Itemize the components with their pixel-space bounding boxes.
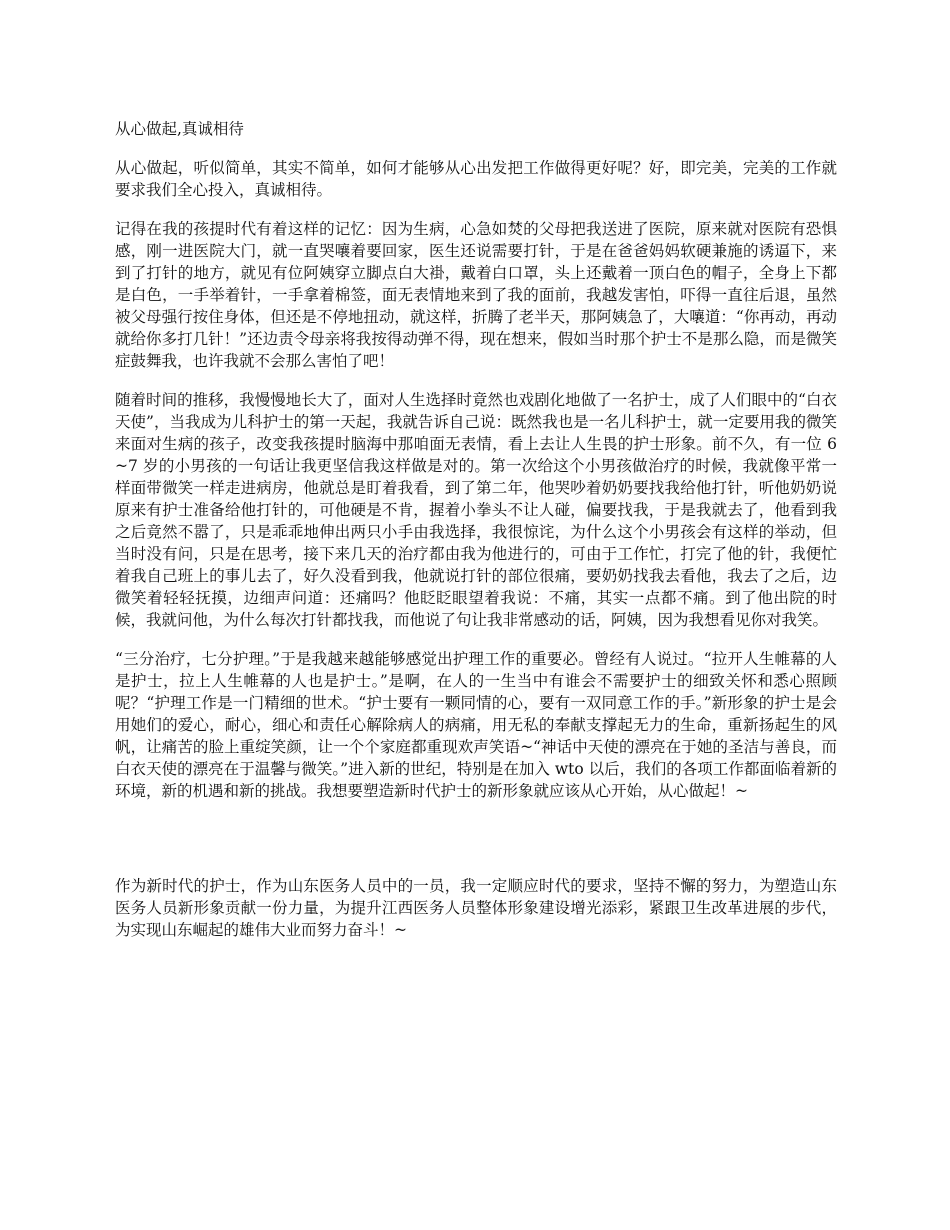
paragraph-intro: 从心做起，听似简单，其实不简单，如何才能够从心出发把工作做得更好呢？好，即完美，完美的工作就要求我们全心投入，真诚相待。 bbox=[115, 159, 837, 199]
blank-gap bbox=[115, 819, 837, 875]
paragraph-childhood-memory: 记得在我的孩提时代有着这样的记忆：因为生病，心急如焚的父母把我送进了医院，原来就对医院有恐惧感，刚一进医院大门，就一直哭嚷着要回家，医生还说需要打针，于是在爸爸妈妈软硬兼施的诱逼下，来到了打针的地方，就见有位阿姨穿立脚点白大褂，戴着白口罩，头上还戴着一顶白色的帽子，全身上下都是白色，一手举着针，一手拿着棉签，面无表情地来到了我的面前，我越发害怕，吓得一直往后退，虽然被父母强行按住身体，但还是不停地扭动，就这样，折腾了老半天，那阿姨急了，大嚷道：“你再动，再动就给你多打几针！”还边责令母亲将我按得动弹不得，现在想来，假如当时那个护士不是那么隐，而是微笑症鼓舞我，也许我就不会那么害怕了吧！ bbox=[115, 220, 837, 370]
document-body bbox=[115, 118, 837, 958]
paragraph-closing: 作为新时代的护士，作为山东医务人员中的一员，我一定顺应时代的要求，坚持不懈的努力，为塑造山东医务人员新形象贡献一份力量，为提升江西医务人员整体形象建设增光添彩，紧跟卫生改革进展的步代，为实现山东崛起的雄伟大业而努力奋斗！~ bbox=[115, 877, 837, 939]
paragraph-nursing-importance: “三分治疗，七分护理。”于是我越来越能够感觉出护理工作的重要必。曾经有人说过。“拉开人生帷幕的人是护士，拉上人生帷幕的人也是护士。”是啊，在人的一生当中有谁会不需要护士的细致关怀和悉心照顾呢？“护理工作是一门精细的世术。“护士要有一颗同情的心，要有一双同意工作的手。”新形象的护士是会用她们的爱心，耐心，细心和责任心解除病人的病痛，用无私的奉献支撑起无力的生命，重新扬起生的风帆，让痛苦的脸上重绽笑颜，让一个个家庭都重现欢声笑语~“神话中天使的漂亮在于她的圣洁与善良，而白衣天使的漂亮在于温馨与微笑。”进入新的世纪，特别是在加入 wto 以后，我们的各项工作都面临着新的环境，新的机遇和新的挑战。我想要塑造新时代护士的新形象就应该从心开始，从心做起！~ bbox=[115, 650, 837, 800]
paragraph-pediatric-nurse: 随着时间的推移，我慢慢地长大了，面对人生选择时竟然也戏剧化地做了一名护士，成了人们眼中的“白衣天使”，当我成为儿科护士的第一天起，我就告诉自己说：既然我也是一名儿科护士，就一定要用我的微笑来面对生病的孩子，改变我孩提时脑海中那咱面无表情，看上去让人生畏的护士形象。前不久，有一位 6~7 岁的小男孩的一句话让我更坚信我这样做是对的。第一次给这个小男孩做治疗的时候，我就像平常一样面带微笑一样走进病房，他就总是盯着我看，到了第二年，他哭吵着奶奶要找我给他打针，听他奶奶说原来有护士准备给他打针的，可他硬是不肯，握着小拳头不让人碰，偏要找我，于是我就去了，他看到我之后竟然不嚣了，只是乖乖地伸出两只小手由我选择，我很惊诧，为什么这个小男孩会有这样的举动，但当时没有问，只是在思考，接下来几天的治疗都由我为他进行的，可由于工作忙，打完了他的针，我便忙着我自己班上的事儿去了，好久没看到我，他就说打针的部位很痛，要奶奶找我去看他，我去了之后，边微笑着轻轻抚摸，边细声问道：还痛吗？他眨眨眼望着我说：不痛，其实一点都不痛。到了他出院的时候，我就问他，为什么每次打针都找我，而他说了句让我非常感动的话，阿姨，因为我想看见你对我笑。 bbox=[115, 391, 837, 629]
document-title: 从心做起,真诚相待 bbox=[115, 120, 244, 138]
